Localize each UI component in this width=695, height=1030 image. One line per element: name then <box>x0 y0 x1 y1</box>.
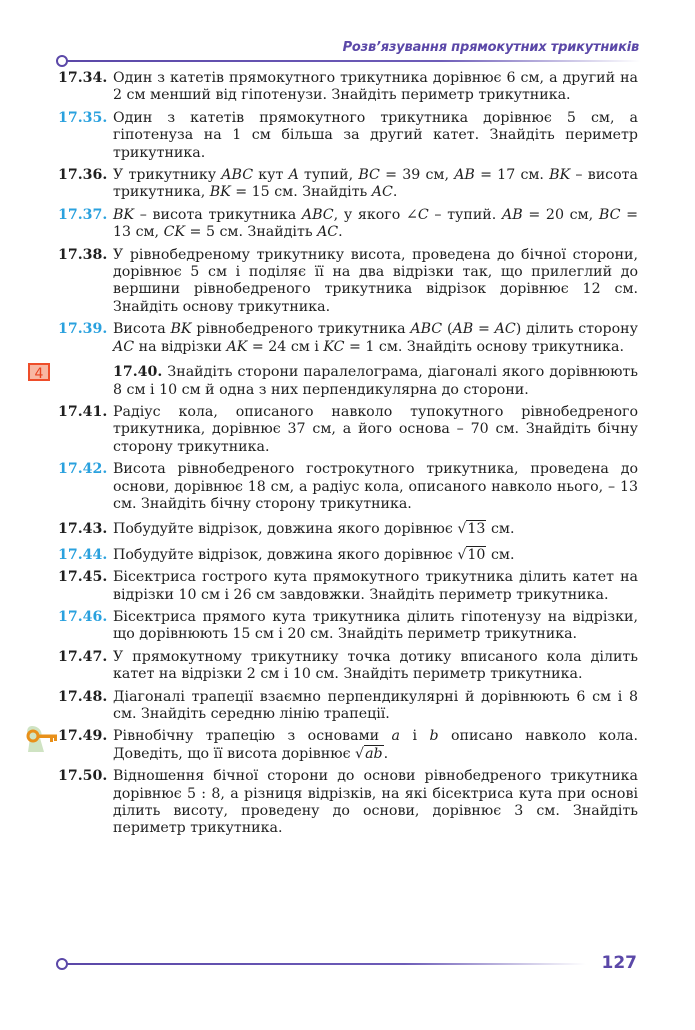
problem-number: 17.34. <box>58 70 108 86</box>
problem-number: 17.43. <box>58 521 108 538</box>
problem-17-38: 17.38. У рівнобедреному трикутнику висота, проведена до бічної сторони, дорівнює 5 см і поділяє її на два відрізки так, що прилеглий до вершини рівнобедреного трикутника відрізок дорівнює 12 см. Знайдіть основу трикутника. <box>58 246 638 315</box>
problem-17-37: 17.37. BK – висота трикутника ABC, у якого ∠C – тупий. AB = 20 см, BC = 13 см, CK = 5 см. Знайдіть AC. <box>58 206 639 241</box>
problem-17-42: 17.42. Висота рівнобедреного гострокутного трикутника, проведена до основи, дорівнює 18 см, а радіус кола, описаного навколо нього, – 13 см. Знайдіть бічну сторону трикутника. <box>58 461 638 512</box>
problem-17-35: 17.35. Один з катетів прямокутного трикутника дорівнює 5 см, а гіпотенуза на 1 см більша за другий катет. Знайдіть периметр трикутника. <box>58 109 638 161</box>
problem-17-44: 17.44. Побудуйте відрізок, довжина якого дорівнює √10 см. <box>58 546 515 563</box>
problem-17-47: 17.47. У прямокутному трикутнику точка дотику вписаного кола ділить катет на відрізки 2 см і 10 см. Знайдіть периметр трикутника. <box>58 648 638 683</box>
sqrt-expression: √10 <box>457 546 486 563</box>
problem-17-48: 17.48. Діагоналі трапеції взаємно перпендикулярні й дорівнюють 6 см і 8 см. Знайдіть середню лінію трапеції. <box>58 688 638 722</box>
problem-17-50: 17.50. Відношення бічної сторони до основи рівнобедреного трикутника дорівнює 5 : 8, а різниця відрізків, на які бісектриса кута при основі ділить висоту, проведену до основи, дорівнює 3 см. Знайдіть периметр трикутника. <box>58 768 638 837</box>
sqrt-expression: √13 <box>457 521 486 538</box>
problem-number: 17.40. <box>113 364 163 381</box>
problem-17-49: 17.49. Рівнобічну трапецію з основами a і b описано навколо кола. Доведіть, що її висота дорівнює √ab. <box>58 728 638 763</box>
page-number: 127 <box>601 953 637 973</box>
problem-number: 17.39. <box>58 321 108 338</box>
problem-number: 17.38. <box>58 246 108 263</box>
problem-number: 17.42. <box>58 461 108 478</box>
problem-number: 17.45. <box>58 569 108 586</box>
problem-17-41: 17.41. Радіус кола, описаного навколо тупокутного рівнобедреного трикутника, дорівнює 37 см, а його основа – 70 см. Знайдіть бічну сторону трикутника. <box>58 403 638 455</box>
level-badge: 4 <box>28 363 50 381</box>
header-rule <box>56 60 641 62</box>
problem-17-45: 17.45. Бісектриса гострого кута прямокутного трикутника ділить катет на відрізки 10 см і 26 см завдовжки. Знайдіть периметр трикутника. <box>58 569 638 603</box>
problem-17-43: 17.43. Побудуйте відрізок, довжина якого дорівнює √13 см. <box>58 521 515 538</box>
problem-number: 17.50. <box>58 768 108 785</box>
problem-number: 17.47. <box>58 648 108 665</box>
problem-number: 17.48. <box>58 688 108 705</box>
problem-number: 17.37. <box>58 206 108 223</box>
problem-list <box>34 70 639 843</box>
problem-17-46: 17.46. Бісектриса прямого кута трикутника ділить гіпотенузу на відрізки, що дорівнюють 15 см і 20 см. Знайдіть периметр трикутника. <box>58 608 638 643</box>
problem-number: 17.44. <box>58 546 108 563</box>
problem-number: 17.35. <box>58 109 108 126</box>
problem-number: 17.41. <box>58 403 108 420</box>
problem-number: 17.36. <box>58 167 108 184</box>
problem-17-36: 17.36. У трикутнику ABC кут A тупий, BC = 39 см, AB = 17 см. BK – висота трикутника, BK = 15 см. Знайдіть AC. <box>58 167 638 201</box>
problem-17-34: 17.34. Один з катетів прямокутного трикутника дорівнює 6 см, а другий на 2 см менший від гіпотенузи. Знайдіть периметр трикутника. <box>58 70 638 104</box>
chapter-title: Розв’язування прямокутних трикутників <box>342 40 639 55</box>
problem-number: 17.46. <box>58 608 108 625</box>
problem-number: 17.49. <box>58 728 108 745</box>
footer-rule <box>56 963 576 965</box>
sqrt-expression: √ab <box>355 745 383 762</box>
problem-17-40: 4 17.40. Знайдіть сторони паралелограма, діагоналі якого дорівнюють 8 см і 10 см й одна з них перпендикулярна до сторони. <box>58 364 638 399</box>
problem-17-39: 17.39. Висота BK рівнобедреного трикутника ABC (AB = AC) ділить сторону AC на відрізки AK = 24 см і KC = 1 см. Знайдіть основу трикутника. <box>58 321 638 355</box>
